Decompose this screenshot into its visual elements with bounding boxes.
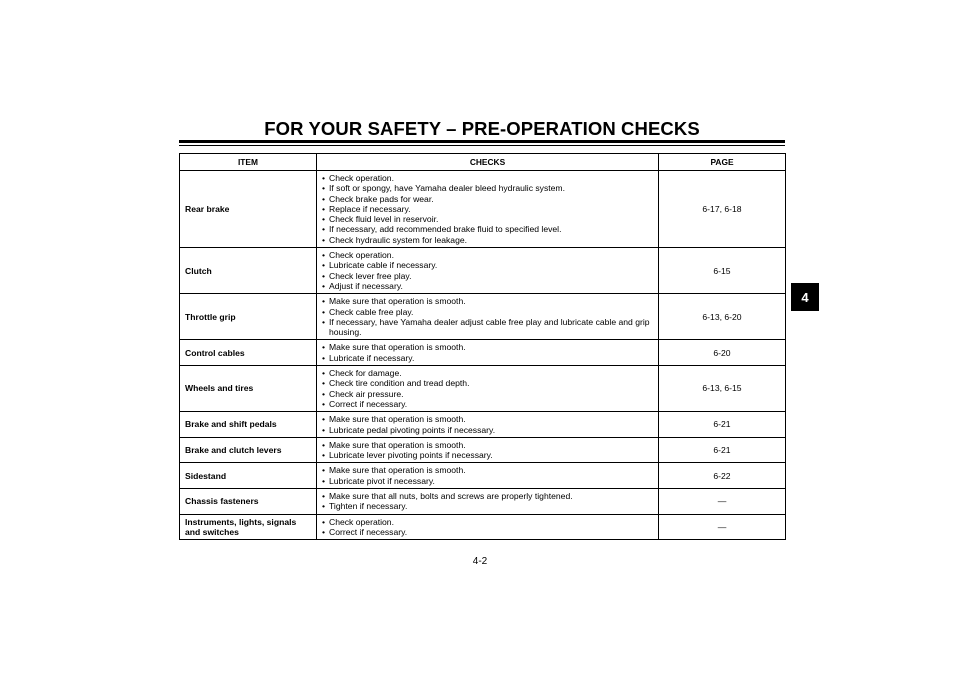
checks-list bbox=[322, 440, 654, 461]
checks-list bbox=[322, 414, 654, 435]
item-name: Control cables bbox=[180, 340, 317, 366]
check-item: • Make sure that operation is smooth. bbox=[322, 414, 654, 424]
checks-list bbox=[322, 173, 654, 245]
table-row bbox=[180, 366, 786, 412]
checks-cell bbox=[317, 248, 659, 294]
item-name: Clutch bbox=[180, 248, 317, 294]
table-header-row bbox=[180, 154, 786, 171]
checks-list bbox=[322, 250, 654, 291]
table-row bbox=[180, 248, 786, 294]
page-number: 4-2 bbox=[472, 556, 488, 567]
check-item: • Make sure that operation is smooth. bbox=[322, 296, 654, 306]
table-row bbox=[180, 514, 786, 540]
checks-cell bbox=[317, 366, 659, 412]
page-reference: 6-13, 6-15 bbox=[659, 366, 786, 412]
check-item: • Check operation. bbox=[322, 250, 654, 260]
item-name: Chassis fasteners bbox=[180, 489, 317, 515]
check-item: • If necessary, have Yamaha dealer adjust cable free play and lubricate cable and grip housing. bbox=[322, 317, 654, 338]
check-item: • Lubricate if necessary. bbox=[322, 353, 654, 363]
checks-cell bbox=[317, 514, 659, 540]
checks-list bbox=[322, 296, 654, 337]
check-item: • Check lever free play. bbox=[322, 271, 654, 281]
item-name: Brake and clutch levers bbox=[180, 437, 317, 463]
checks-cell bbox=[317, 463, 659, 489]
check-item: • Check brake pads for wear. bbox=[322, 194, 654, 204]
check-item: • Make sure that all nuts, bolts and screws are properly tightened. bbox=[322, 491, 654, 501]
check-item: • Replace if necessary. bbox=[322, 204, 654, 214]
check-item: • If necessary, add recommended brake fluid to specified level. bbox=[322, 224, 654, 234]
check-item: • Correct if necessary. bbox=[322, 399, 654, 409]
checks-list bbox=[322, 368, 654, 409]
column-header-checks: CHECKS bbox=[317, 154, 659, 171]
check-item: • Check for damage. bbox=[322, 368, 654, 378]
page-reference: 6-22 bbox=[659, 463, 786, 489]
table-row bbox=[180, 171, 786, 248]
check-item: • Tighten if necessary. bbox=[322, 501, 654, 511]
column-header-item: ITEM bbox=[180, 154, 317, 171]
item-name: Rear brake bbox=[180, 171, 317, 248]
column-header-page: PAGE bbox=[659, 154, 786, 171]
page-reference: 6-20 bbox=[659, 340, 786, 366]
check-item: • Lubricate pivot if necessary. bbox=[322, 476, 654, 486]
page-reference: 6-21 bbox=[659, 412, 786, 438]
table-row bbox=[180, 437, 786, 463]
item-name: Brake and shift pedals bbox=[180, 412, 317, 438]
check-item: • Check fluid level in reservoir. bbox=[322, 214, 654, 224]
page-reference: 6-13, 6-20 bbox=[659, 294, 786, 340]
check-item: • Make sure that operation is smooth. bbox=[322, 440, 654, 450]
check-item: • Make sure that operation is smooth. bbox=[322, 342, 654, 352]
checks-cell bbox=[317, 294, 659, 340]
item-name: Instruments, lights, signals and switches bbox=[180, 514, 317, 540]
check-item: • Lubricate lever pivoting points if necessary. bbox=[322, 450, 654, 460]
table-row bbox=[180, 463, 786, 489]
check-item: • Lubricate pedal pivoting points if necessary. bbox=[322, 425, 654, 435]
check-item: • Check tire condition and tread depth. bbox=[322, 378, 654, 388]
page-title: FOR YOUR SAFETY – PRE-OPERATION CHECKS bbox=[264, 118, 700, 139]
check-item: • Check operation. bbox=[322, 173, 654, 183]
pre-operation-checks-table bbox=[179, 153, 786, 540]
check-item: • Adjust if necessary. bbox=[322, 281, 654, 291]
checks-cell bbox=[317, 340, 659, 366]
table-row bbox=[180, 340, 786, 366]
check-item: • Lubricate cable if necessary. bbox=[322, 260, 654, 270]
checks-cell bbox=[317, 412, 659, 438]
title-rule-thin bbox=[179, 145, 785, 146]
checks-list bbox=[322, 491, 654, 512]
table-row bbox=[180, 294, 786, 340]
page-reference: 6-21 bbox=[659, 437, 786, 463]
check-item: • Correct if necessary. bbox=[322, 527, 654, 537]
check-item: • If soft or spongy, have Yamaha dealer bleed hydraulic system. bbox=[322, 183, 654, 193]
checks-list bbox=[322, 342, 654, 363]
page-reference: — bbox=[659, 489, 786, 515]
page-reference: 6-17, 6-18 bbox=[659, 171, 786, 248]
page-reference: 6-15 bbox=[659, 248, 786, 294]
table-row bbox=[180, 412, 786, 438]
page-reference: — bbox=[659, 514, 786, 540]
check-item: • Check air pressure. bbox=[322, 389, 654, 399]
item-name: Sidestand bbox=[180, 463, 317, 489]
check-item: • Check cable free play. bbox=[322, 307, 654, 317]
checks-list bbox=[322, 465, 654, 486]
check-item: • Make sure that operation is smooth. bbox=[322, 465, 654, 475]
checks-cell bbox=[317, 489, 659, 515]
table-row bbox=[180, 489, 786, 515]
check-item: • Check operation. bbox=[322, 517, 654, 527]
item-name: Wheels and tires bbox=[180, 366, 317, 412]
checks-cell bbox=[317, 437, 659, 463]
title-rule-thick bbox=[179, 140, 785, 143]
item-name: Throttle grip bbox=[180, 294, 317, 340]
chapter-tab: 4 bbox=[791, 283, 819, 311]
checks-list bbox=[322, 517, 654, 538]
checks-cell bbox=[317, 171, 659, 248]
check-item: • Check hydraulic system for leakage. bbox=[322, 235, 654, 245]
